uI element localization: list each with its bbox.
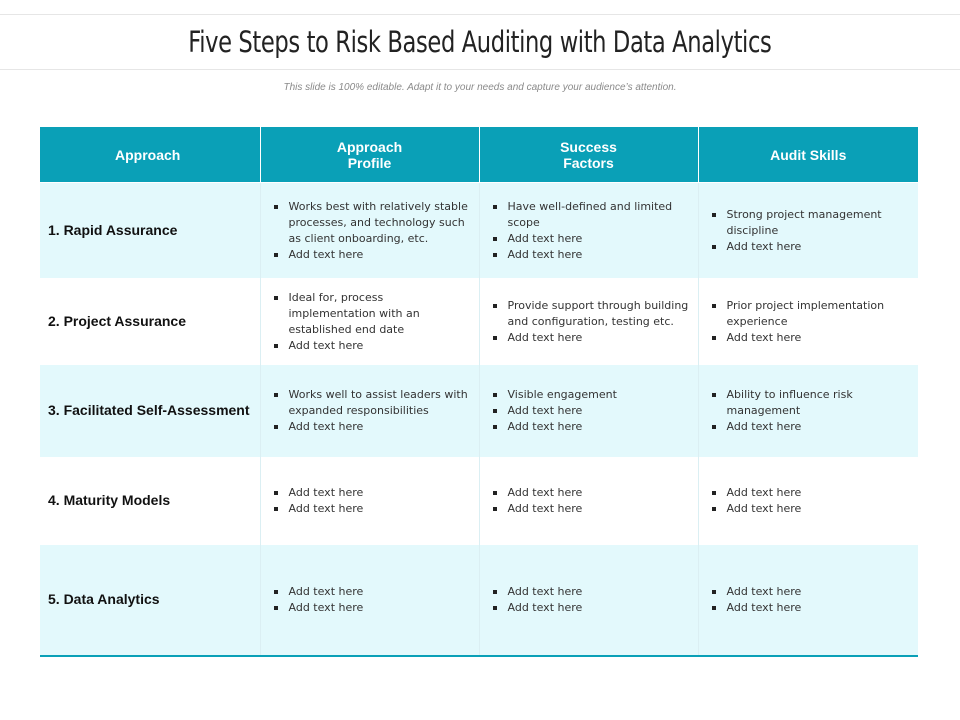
page-subtitle: This slide is 100% editable. Adapt it to your needs and capture your audience’s attention. — [283, 82, 677, 93]
success-factors-list — [490, 387, 690, 435]
header-approach-profile-label: Approach Profile — [336, 138, 403, 171]
approach-label: 5. Data Analytics — [48, 590, 160, 607]
audit-skills-cell — [698, 183, 918, 279]
success-factors-list — [490, 298, 690, 346]
approach-profile-list — [271, 290, 471, 354]
approach-label: 1. Rapid Assurance — [48, 221, 178, 238]
list-item: Add text here — [273, 338, 471, 354]
approach-label: 3. Facilitated Self-Assessment — [48, 402, 250, 418]
approach-profile-cell — [260, 458, 479, 545]
audit-skills-list — [709, 298, 911, 346]
table-row — [40, 458, 918, 545]
audit-skills-list — [709, 207, 911, 255]
header-audit-skills — [698, 127, 918, 183]
audit-skills-list — [709, 387, 911, 435]
approach-cell — [40, 458, 260, 545]
header-approach-profile — [260, 127, 479, 183]
approach-cell — [40, 279, 260, 365]
approach-profile-list — [271, 584, 471, 616]
table-header-row — [40, 127, 918, 183]
approach-cell — [40, 545, 260, 656]
list-item: Add text here — [492, 485, 690, 501]
list-item: Add text here — [711, 419, 911, 435]
approach-label: 4. Maturity Models — [48, 492, 171, 508]
list-item: Add text here — [492, 501, 690, 517]
approach-profile-cell — [260, 279, 479, 365]
success-factors-list — [490, 485, 690, 517]
audit-skills-cell — [698, 458, 918, 545]
list-item: Add text here — [711, 485, 911, 501]
audit-skills-list — [709, 584, 911, 616]
header-success-factors — [479, 127, 698, 183]
list-item: Add text here — [711, 501, 911, 517]
list-item: Add text here — [273, 501, 471, 517]
list-item: Add text here — [492, 419, 690, 435]
list-item: Have well-defined and limited scope — [492, 199, 690, 231]
success-factors-cell — [479, 279, 698, 365]
list-item: Add text here — [492, 403, 690, 419]
header-audit-skills-label: Audit Skills — [770, 146, 847, 163]
approach-profile-cell — [260, 545, 479, 656]
audit-skills-cell — [698, 545, 918, 656]
list-item: Add text here — [273, 584, 471, 600]
list-item: Add text here — [492, 330, 690, 346]
success-factors-list — [490, 199, 690, 263]
approach-profile-cell — [260, 365, 479, 458]
list-item: Strong project management discipline — [711, 207, 911, 239]
page-title: Five Steps to Risk Based Auditing with Data Analytics — [188, 25, 772, 59]
table-row — [40, 183, 918, 279]
list-item: Add text here — [273, 419, 471, 435]
approach-profile-cell — [260, 183, 479, 279]
list-item: Add text here — [273, 247, 471, 263]
list-item: Add text here — [492, 247, 690, 263]
success-factors-cell — [479, 183, 698, 279]
header-success-factors-label: Success Factors — [560, 138, 617, 171]
success-factors-cell — [479, 458, 698, 545]
approach-cell — [40, 365, 260, 458]
list-item: Add text here — [492, 584, 690, 600]
list-item: Ability to influence risk management — [711, 387, 911, 419]
approach-profile-list — [271, 387, 471, 435]
list-item: Add text here — [273, 600, 471, 616]
approach-label: 2. Project Assurance — [48, 312, 186, 329]
list-item: Add text here — [492, 600, 690, 616]
risk-auditing-table — [40, 127, 918, 657]
list-item: Add text here — [711, 239, 911, 255]
list-item: Provide support through building and configuration, testing etc. — [492, 298, 690, 330]
approach-profile-list — [271, 199, 471, 263]
table-row — [40, 365, 918, 458]
success-factors-cell — [479, 365, 698, 458]
list-item: Works well to assist leaders with expanded responsibilities — [273, 387, 471, 419]
list-item: Visible engagement — [492, 387, 690, 403]
list-item: Add text here — [711, 600, 911, 616]
audit-skills-cell — [698, 365, 918, 458]
header-approach-label: Approach — [115, 146, 181, 163]
list-item: Add text here — [492, 231, 690, 247]
audit-skills-cell — [698, 279, 918, 365]
list-item: Add text here — [711, 584, 911, 600]
list-item: Works best with relatively stable processes, and technology such as client onboarding, etc. — [273, 199, 471, 247]
title-bar — [0, 14, 960, 70]
list-item: Prior project implementation experience — [711, 298, 911, 330]
table-row — [40, 279, 918, 365]
approach-cell — [40, 183, 260, 279]
table-row — [40, 545, 918, 656]
list-item: Add text here — [273, 485, 471, 501]
list-item: Ideal for, process implementation with an established end date — [273, 290, 471, 338]
audit-skills-list — [709, 485, 911, 517]
list-item: Add text here — [711, 330, 911, 346]
success-factors-cell — [479, 545, 698, 656]
header-approach — [40, 127, 260, 183]
success-factors-list — [490, 584, 690, 616]
approach-profile-list — [271, 485, 471, 517]
